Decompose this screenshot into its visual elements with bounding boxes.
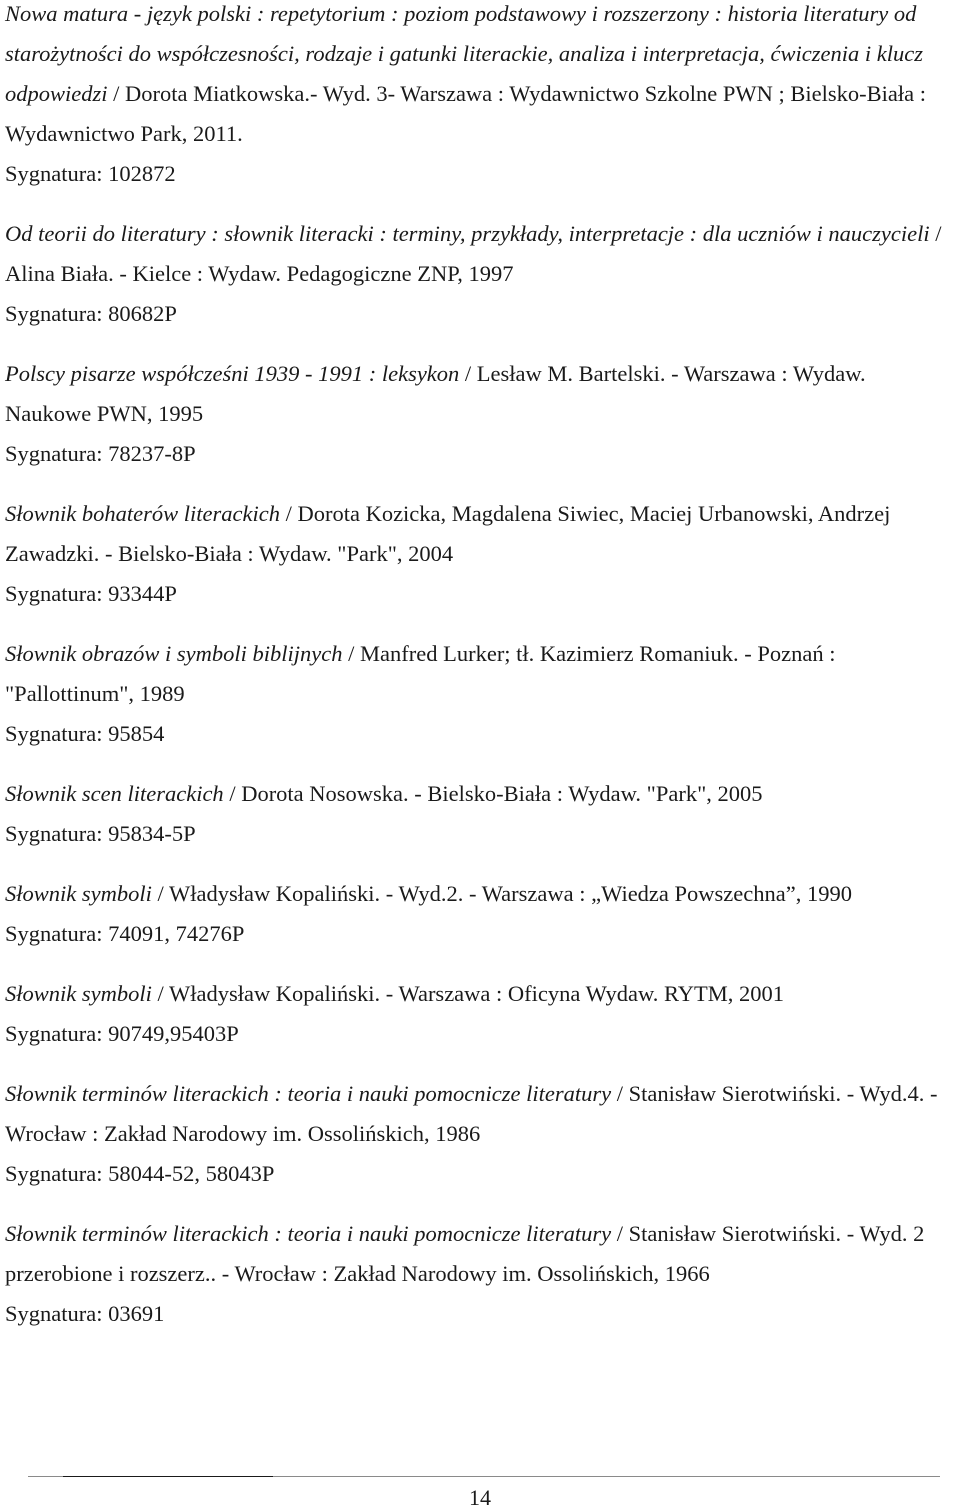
entry-signature: Sygnatura: 78237-8P — [5, 441, 196, 466]
bibliography-entry — [5, 0, 953, 194]
entry-signature: Sygnatura: 03691 — [5, 1301, 165, 1326]
entry-title: Słownik terminów literackich : teoria i nauki pomocnicze literatury — [5, 1081, 612, 1106]
entry-title: Od teorii do literatury : słownik literacki : terminy, przykłady, interpretacje : dla uczniów i nauczycieli — [5, 221, 930, 246]
entry-publication: / Dorota Nosowska. - Bielsko-Biała : Wydaw. "Park", 2005 — [223, 781, 763, 806]
bibliography-entry — [5, 1074, 953, 1194]
entry-title: Słownik obrazów i symboli biblijnych — [5, 641, 343, 666]
entry-signature: Sygnatura: 58044-52, 58043P — [5, 1161, 275, 1186]
bibliography-entry — [5, 494, 953, 614]
entry-publication: / Manfred Lurker; tł. Kazimierz Romaniuk. - Poznań : "Pallottinum", 1989 — [5, 641, 836, 706]
entry-publication: / Władysław Kopaliński. - Wyd.2. - Warszawa : „Wiedza Powszechna”, 1990 — [151, 881, 852, 906]
entry-title: Polscy pisarze współcześni 1939 - 1991 : leksykon — [5, 361, 460, 386]
entry-signature: Sygnatura: 95854 — [5, 721, 165, 746]
entry-signature: Sygnatura: 102872 — [5, 161, 176, 186]
entry-title: Słownik symboli — [5, 981, 152, 1006]
entry-title: Słownik terminów literackich : teoria i nauki pomocnicze literatury — [5, 1221, 612, 1246]
entry-publication: / Władysław Kopaliński. - Warszawa : Oficyna Wydaw. RYTM, 2001 — [151, 981, 785, 1006]
entry-signature: Sygnatura: 80682P — [5, 301, 177, 326]
bibliography-entry — [5, 634, 953, 754]
entry-signature: Sygnatura: 95834-5P — [5, 821, 196, 846]
entry-publication: / Dorota Kozicka, Magdalena Siwiec, Maciej Urbanowski, Andrzej Zawadzki. - Bielsko-Biała : Wydaw. "Park", 2004 — [5, 501, 891, 566]
bibliography-entry — [5, 354, 953, 474]
entry-publication: / Dorota Miatkowska.- Wyd. 3- Warszawa : Wydawnictwo Szkolne PWN ; Bielsko-Biała : Wydawnictwo Park, 2011. — [5, 81, 926, 146]
entry-signature: Sygnatura: 93344P — [5, 581, 177, 606]
bibliography-entry — [5, 974, 953, 1054]
entry-publication: / Stanisław Sierotwiński. - Wyd.4. - Wrocław : Zakład Narodowy im. Ossolińskich, 1986 — [5, 1081, 938, 1146]
footer-divider-accent — [63, 1476, 273, 1477]
page-number: 14 — [469, 1485, 491, 1510]
bibliography-entry — [5, 214, 953, 334]
entry-title: Nowa matura - język polski : repetytorium : poziom podstawowy i rozszerzony : historia literatury od starożytności do współczesności, rodzaje i gatunki literackie, analiza i interpretacja, ćwiczenia i klucz odpowiedzi — [5, 1, 924, 106]
entry-signature: Sygnatura: 74091, 74276P — [5, 921, 245, 946]
entry-publication: / Alina Biała. - Kielce : Wydaw. Pedagogiczne ZNP, 1997 — [5, 221, 942, 286]
bibliography-entry — [5, 874, 953, 954]
entry-title: Słownik scen literackich — [5, 781, 224, 806]
entry-publication: / Lesław M. Bartelski. - Warszawa : Wydaw. Naukowe PWN, 1995 — [5, 361, 866, 426]
entry-publication: / Stanisław Sierotwiński. - Wyd. 2 przerobione i rozszerz.. - Wrocław : Zakład Narodowy im. Ossolińskich, 1966 — [5, 1221, 925, 1286]
entry-title: Słownik symboli — [5, 881, 152, 906]
entry-title: Słownik bohaterów literackich — [5, 501, 280, 526]
bibliography-entry — [5, 1214, 953, 1334]
entry-signature: Sygnatura: 90749,95403P — [5, 1021, 239, 1046]
bibliography-entry — [5, 774, 953, 854]
bibliography-list — [5, 0, 953, 1354]
